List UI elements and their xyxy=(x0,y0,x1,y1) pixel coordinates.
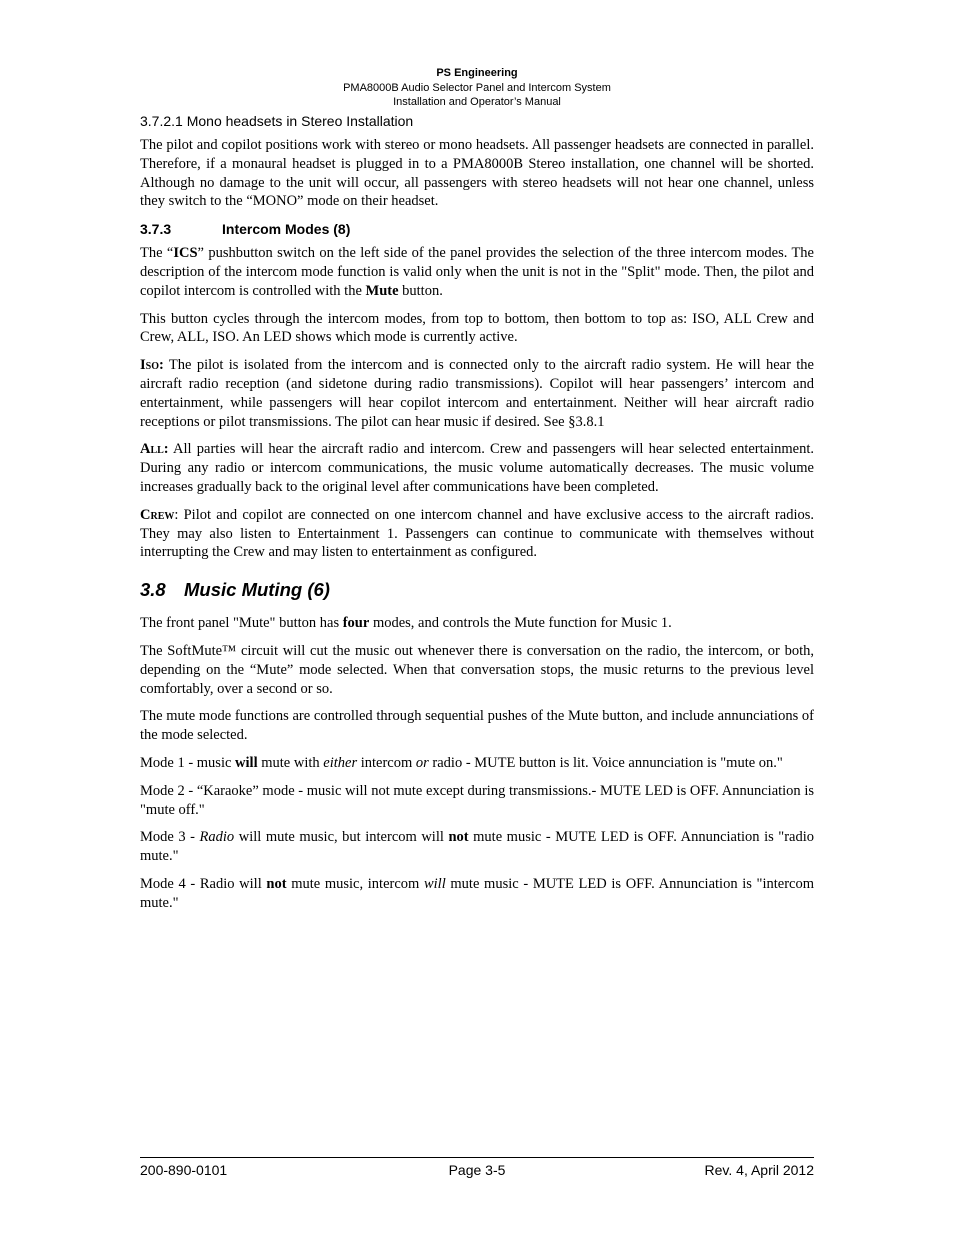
all-label: All: xyxy=(140,441,169,458)
text-run: mute with xyxy=(257,754,324,771)
page-content xyxy=(140,112,814,922)
four-term: four xyxy=(342,615,370,632)
section-38-paragraph-3: The mute mode functions are controlled through sequential pushes of the Mute button, and include annunciations of the mode selected. xyxy=(140,708,814,744)
section-38-paragraph-2: The SoftMute™ circuit will cut the music out whenever there is conversation on the radio, the intercom, or both, depending on the “Mute” mode selected. When that conversation stops, the music returns to the previous level comfortably, over a second or so. xyxy=(140,642,814,697)
footer-divider xyxy=(140,1157,814,1158)
emphasis-bold: not xyxy=(266,875,287,892)
page-header xyxy=(140,66,814,110)
text-run: radio - MUTE button is lit. Voice annunciation is "mute on." xyxy=(428,754,783,771)
mute-term: Mute xyxy=(365,282,399,299)
footer-revision: Rev. 4, April 2012 xyxy=(704,1162,814,1178)
footer-page-number: Page 3-5 xyxy=(448,1162,506,1178)
header-manual: Installation and Operator’s Manual xyxy=(393,96,561,108)
text-run: Mode 4 - Radio will xyxy=(140,875,267,892)
text-run: modes, and controls the Mute function for Music 1. xyxy=(369,615,672,632)
emphasis-italic: either xyxy=(323,754,358,771)
section-3721-paragraph: The pilot and copilot positions work with stereo or mono headsets. All passenger headsets are connected in parallel. Therefore, if a monaural headset is plugged in to a PMA8000B Stereo installation, one channel will be shorted. Although no damage to the unit will occur, all passengers with stereo headsets will not hear one channel, unless they switch to the “MONO” mode on their headset. xyxy=(140,137,814,210)
emphasis-bold: will xyxy=(235,754,258,771)
emphasis-bold: not xyxy=(448,829,469,846)
section-3721-title: 3.7.2.1 Mono headsets in Stereo Installation xyxy=(140,113,414,129)
section-373-heading xyxy=(140,220,814,238)
text-run: button. xyxy=(398,282,443,299)
text-run: The “ xyxy=(140,245,174,262)
section-38-title: Music Muting (6) xyxy=(184,579,330,601)
section-38-heading xyxy=(140,578,814,602)
crew-text: : Pilot and copilot are connected on one intercom channel and have exclusive access to the aircraft radios. They may also listen to Entertainment 1. Passengers can continue to communicate with themselves without interrupting the Crew and may listen to entertainment as configured. xyxy=(140,506,814,561)
text-run: Mode 3 - xyxy=(140,829,200,846)
ics-term: ICS xyxy=(173,245,198,262)
text-run: The front panel "Mute" button has xyxy=(140,615,343,632)
mode-4-paragraph xyxy=(140,875,814,913)
all-mode-paragraph xyxy=(140,440,814,496)
iso-mode-paragraph xyxy=(140,356,814,431)
crew-label: Crew xyxy=(140,506,175,523)
text-run: intercom xyxy=(357,754,416,771)
document-page xyxy=(140,0,814,1235)
text-run: mute music - MUTE LED is OFF. Annunciation is "intercom mute." xyxy=(140,875,815,911)
section-373-number: 3.7.3 xyxy=(140,221,172,238)
section-373-paragraph-2: This button cycles through the intercom modes, from top to bottom, then bottom to top as: ISO, ALL Crew and Crew, ALL, ISO. An LED shows which mode is currently active. xyxy=(140,310,814,346)
text-run: will mute music, but intercom will xyxy=(234,829,449,846)
iso-text: The pilot is isolated from the intercom and is connected only to the aircraft radio system. He will hear the aircraft radio reception (and sidetone during radio transmissions). Copilot will hear passengers’ intercom and entertainment, while passengers will hear copilot intercom and entertainment. Neither will hear aircraft radio receptions or pilot transmissions. The pilot can hear music if desired. See §3.8.1 xyxy=(140,357,814,430)
mode-1-paragraph xyxy=(140,754,814,773)
iso-label: Iso: xyxy=(140,357,164,374)
emphasis-italic: Radio xyxy=(199,829,235,846)
mode-3-paragraph xyxy=(140,828,814,866)
emphasis-italic: will xyxy=(423,875,446,892)
section-373-paragraph-1 xyxy=(140,244,814,300)
header-company: PS Engineering xyxy=(436,67,518,79)
header-product: PMA8000B Audio Selector Panel and Intercom System xyxy=(343,81,611,94)
text-run: Mode 1 - music xyxy=(140,754,236,771)
crew-mode-paragraph xyxy=(140,506,814,562)
all-text: All parties will hear the aircraft radio and intercom. Crew and passengers will hear selected entertainment. During any radio or intercom communications, the music volume automatically decreases. The music volume increases gradually back to the original level after communications have been completed. xyxy=(140,441,814,495)
section-38-paragraph-1 xyxy=(140,614,814,633)
text-run: mute music, intercom xyxy=(286,875,424,892)
emphasis-italic: or xyxy=(415,754,429,771)
section-38-number: 3.8 xyxy=(140,579,166,601)
section-373-title: Intercom Modes (8) xyxy=(222,221,351,238)
text-run: ” pushbutton switch on the left side of the panel provides the selection of the three intercom modes. The description of the intercom mode function is valid only when the unit is not in the "Split" mode. Then, the pilot and copilot intercom is controlled with the xyxy=(140,245,814,299)
text-run: mute music - MUTE LED is OFF. Annunciation is "radio mute." xyxy=(140,829,815,865)
footer-doc-number: 200-890-0101 xyxy=(140,1162,228,1178)
mode-2-paragraph: Mode 2 - “Karaoke” mode - music will not mute except during transmissions.- MUTE LED is OFF. Annunciation is "mute off." xyxy=(140,782,814,818)
